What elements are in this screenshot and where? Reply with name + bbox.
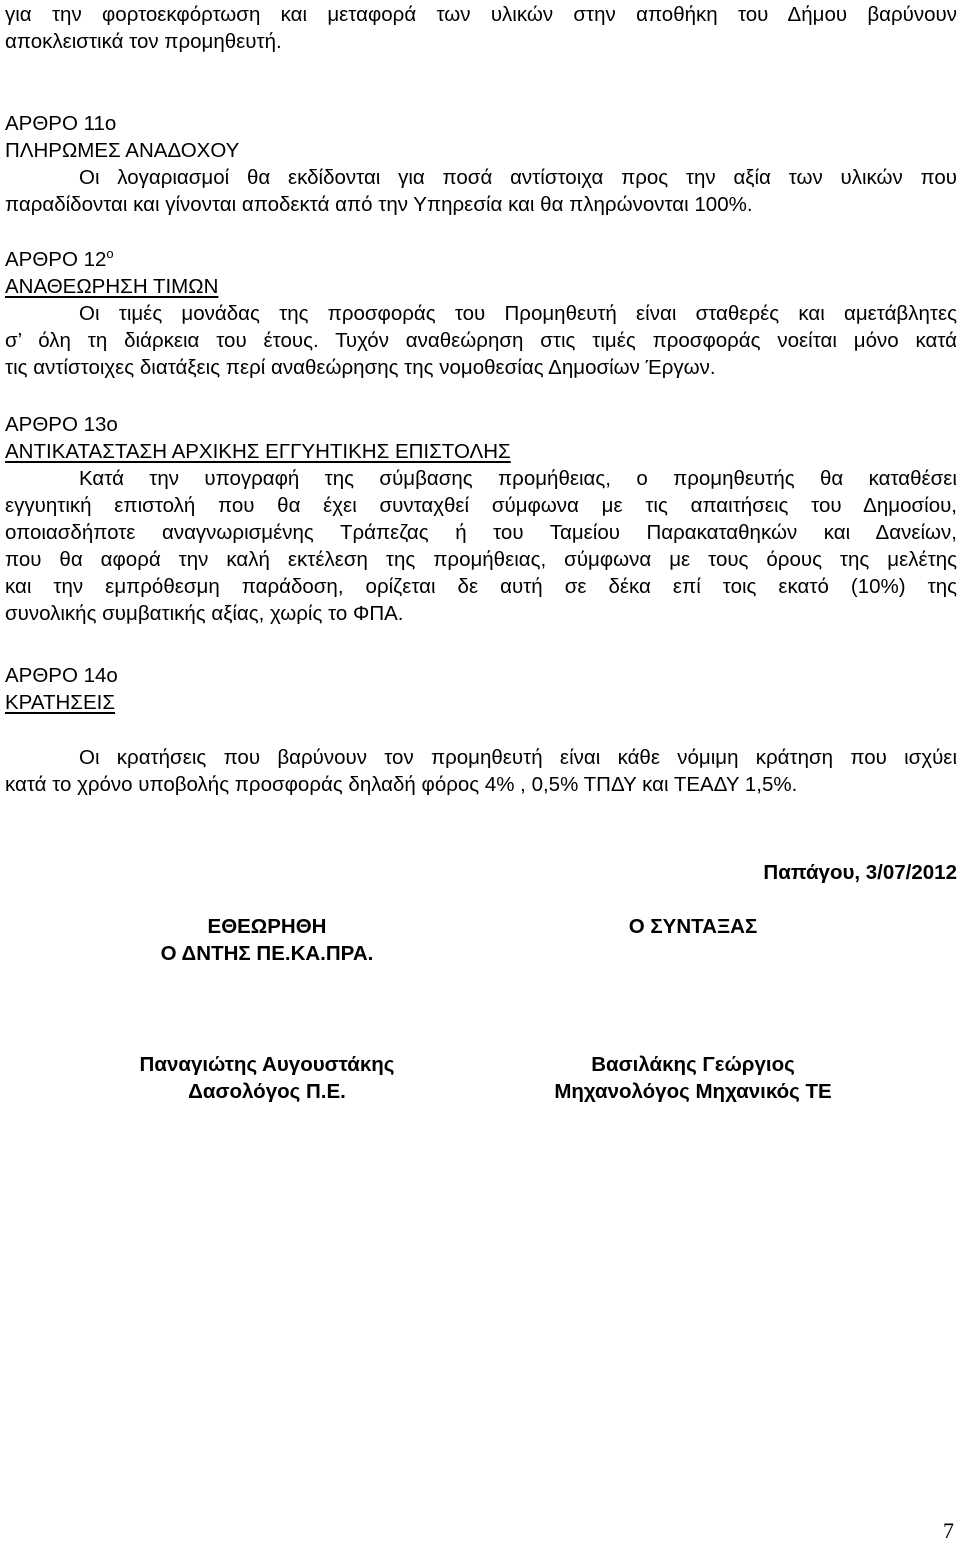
page-number: 7 <box>943 1518 954 1543</box>
article-12-title: ΑΝΑΘΕΩΡΗΣΗ ΤΙΜΩΝ <box>5 275 219 298</box>
intro-paragraph <box>5 1 957 55</box>
article-14-body <box>5 744 957 798</box>
article-14-line-1: Οι κρατήσεις που βαρύνουν τον προμηθευτή είναι κάθε νόμιμη κράτηση που ισχύει <box>79 746 957 769</box>
article-11-title: ΠΛΗΡΩΜΕΣ ΑΝΑΔΟΧΟΥ <box>5 139 240 162</box>
author-name: Βασιλάκης Γεώργιος <box>591 1053 795 1076</box>
article-11-heading: ΑΡΘΡΟ 11ο <box>5 112 117 135</box>
article-12-line-1: Οι τιμές μονάδας της προσφοράς του Προμηθευτή είναι σταθερές και αμετάβλητες <box>79 302 957 325</box>
article-13-heading: ΑΡΘΡΟ 13ο <box>5 413 118 436</box>
approval-block <box>140 913 394 967</box>
article-14-heading: ΑΡΘΡΟ 14ο <box>5 664 118 687</box>
article-11-line-2: παραδίδονται και γίνονται αποδεκτά από την Υπηρεσία και θα πληρώνονται 100%. <box>5 193 753 216</box>
approver-title: Δασολόγος Π.Ε. <box>188 1080 346 1103</box>
article-13-line-4: που θα αφορά την καλή εκτέλεση της προμήθειας, σύμφωνα με τους όρους της μελέτης <box>5 548 957 571</box>
approver-role: Ο ΔΝΤΗΣ ΠΕ.ΚΑ.ΠΡΑ. <box>160 942 374 965</box>
intro-line-2: αποκλειστικά τον προμηθευτή. <box>5 30 282 53</box>
article-11 <box>5 110 957 218</box>
intro-line-1: για την φορτοεκφόρτωση και μεταφορά των υλικών στην αποθήκη του Δήμου βαρύνουν <box>5 3 957 26</box>
author-signature <box>520 1051 866 1105</box>
article-13-line-5: και την εμπρόθεσμη παράδοση, ορίζεται δε αυτή σε δέκα επί τοις εκατό (10%) της <box>5 575 957 598</box>
article-12-line-3: τις αντίστοιχες διατάξεις περί αναθεώρησης της νομοθεσίας Δημοσίων Έργων. <box>5 356 716 379</box>
author-title: Μηχανολόγος Μηχανικός ΤΕ <box>554 1080 832 1103</box>
article-14-line-2: κατά το χρόνο υποβολής προσφοράς δηλαδή φόρος 4% , 0,5% ΤΠΔΥ και ΤΕΑΔΥ 1,5%. <box>5 773 798 796</box>
article-12-heading-text: ΑΡΘΡΟ 12 <box>5 248 107 271</box>
article-13-line-2: εγγυητική επιστολή που θα έχει συνταχθεί σύμφωνα με τις απαιτήσεις του Δημοσίου, <box>5 494 957 517</box>
article-13-line-3: οποιασδήποτε αναγνωρισμένης Τράπεζας ή του Ταμείου Παρακαταθηκών και Δανείων, <box>5 521 957 544</box>
article-14-title: ΚΡΑΤΗΣΕΙΣ <box>5 691 116 714</box>
article-12 <box>5 246 957 381</box>
article-13-title: ΑΝΤΙΚΑΤΑΣΤΑΣΗ ΑΡΧΙΚΗΣ ΕΓΓΥΗΤΙΚΗΣ ΕΠΙΣΤΟΛΗΣ <box>5 440 511 463</box>
article-11-line-1: Οι λογαριασμοί θα εκδίδονται για ποσά αντίστοιχα προς την αξία των υλικών που <box>79 166 957 189</box>
approved-label: ΕΘΕΩΡΗΘΗ <box>207 915 327 938</box>
approver-signature <box>112 1051 422 1105</box>
article-13-line-6: συνολικής συμβατικής αξίας, χωρίς το ΦΠΑ. <box>5 602 404 625</box>
author-label: Ο ΣΥΝΤΑΞΑΣ <box>628 915 758 938</box>
approver-name: Παναγιώτης Αυγουστάκης <box>139 1053 395 1076</box>
article-12-line-2: σ’ όλη τη διάρκεια του έτους. Τυχόν αναθεώρηση στις τιμές προσφοράς νοείται μόνο κατά <box>5 329 957 352</box>
place-date: Παπάγου, 3/07/2012 <box>763 861 957 884</box>
article-13 <box>5 411 957 627</box>
article-14 <box>5 662 957 716</box>
article-12-heading-sup: ο <box>106 246 114 261</box>
article-13-line-1: Κατά την υπογραφή της σύμβασης προμήθειας, ο προμηθευτής θα καταθέσει <box>79 467 957 490</box>
article-12-heading <box>5 246 957 273</box>
